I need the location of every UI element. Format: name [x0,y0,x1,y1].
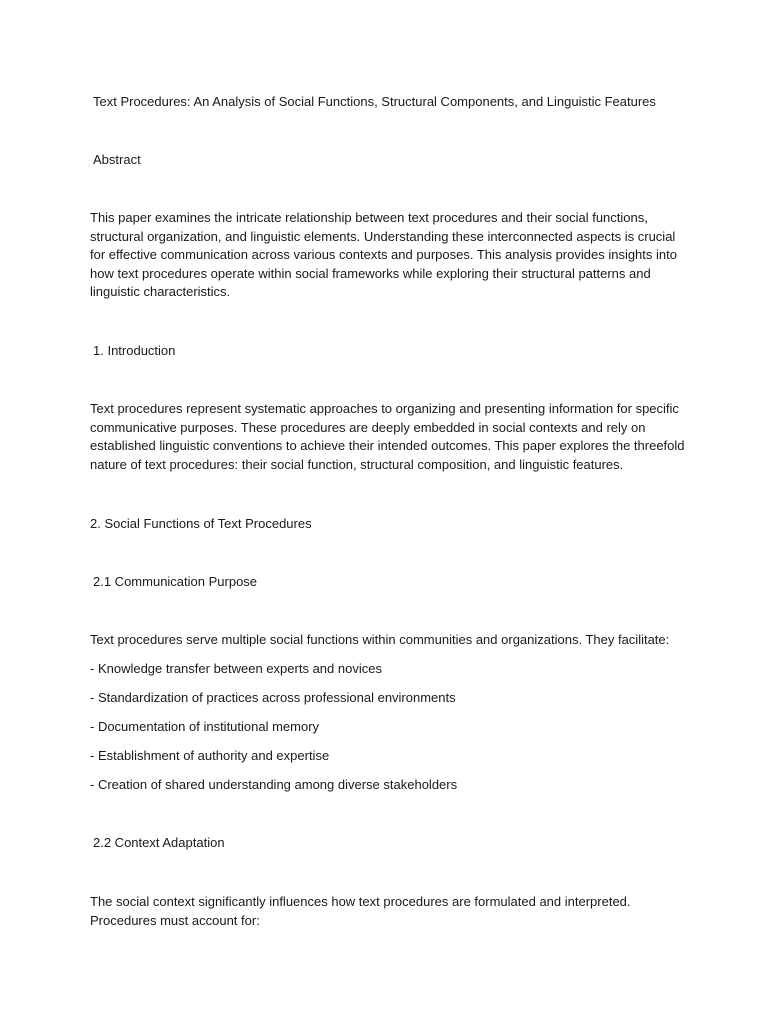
section-2-2-line: The social context significantly influences how text procedures are formulated and interpreted. [90,894,631,909]
intro-line: communicative purposes. These procedures are deeply embedded in social contexts and rely on [90,419,646,435]
abstract-line: how text procedures operate within social frameworks while exploring their structural patterns and [90,265,651,281]
intro-line: Text procedures represent systematic approaches to organizing and presenting information for specific [90,401,679,416]
intro-line: nature of text procedures: their social function, structural composition, and linguistic features. [90,456,624,472]
list-item: - Knowledge transfer between experts and novices [90,661,382,676]
intro-line: established linguistic conventions to achieve their intended outcomes. This paper explores the threefold [90,438,685,453]
section-2-2-heading: 2.2 Context Adaptation [93,835,225,850]
section-2-2-line: Procedures must account for: [90,912,260,928]
list-item: - Standardization of practices across professional environments [90,690,456,705]
list-item: - Creation of shared understanding among diverse stakeholders [90,777,458,792]
abstract-line: This paper examines the intricate relationship between text procedures and their social functions, [90,210,648,225]
abstract-heading: Abstract [93,152,141,167]
abstract-line: structural organization, and linguistic elements. Understanding these interconnected aspects is crucial [90,228,676,244]
section-2-1-heading: 2.1 Communication Purpose [93,574,258,589]
abstract-paragraph [90,209,690,302]
document-title: Text Procedures: An Analysis of Social Functions, Structural Components, and Linguistic Features [93,94,656,109]
abstract-line: linguistic characteristics. [90,284,231,299]
section-2-heading: 2. Social Functions of Text Procedures [90,516,312,531]
intro-heading: 1. Introduction [93,343,176,358]
abstract-line: for effective communication across various contexts and purposes. This analysis provides insights into [90,247,677,262]
section-2-1-intro: Text procedures serve multiple social functions within communities and organizations. They facilitate: [90,632,670,647]
section-2-2-paragraph [90,893,690,930]
intro-paragraph [90,400,690,474]
list-item: - Establishment of authority and expertise [90,748,330,763]
list-item: - Documentation of institutional memory [90,719,320,734]
